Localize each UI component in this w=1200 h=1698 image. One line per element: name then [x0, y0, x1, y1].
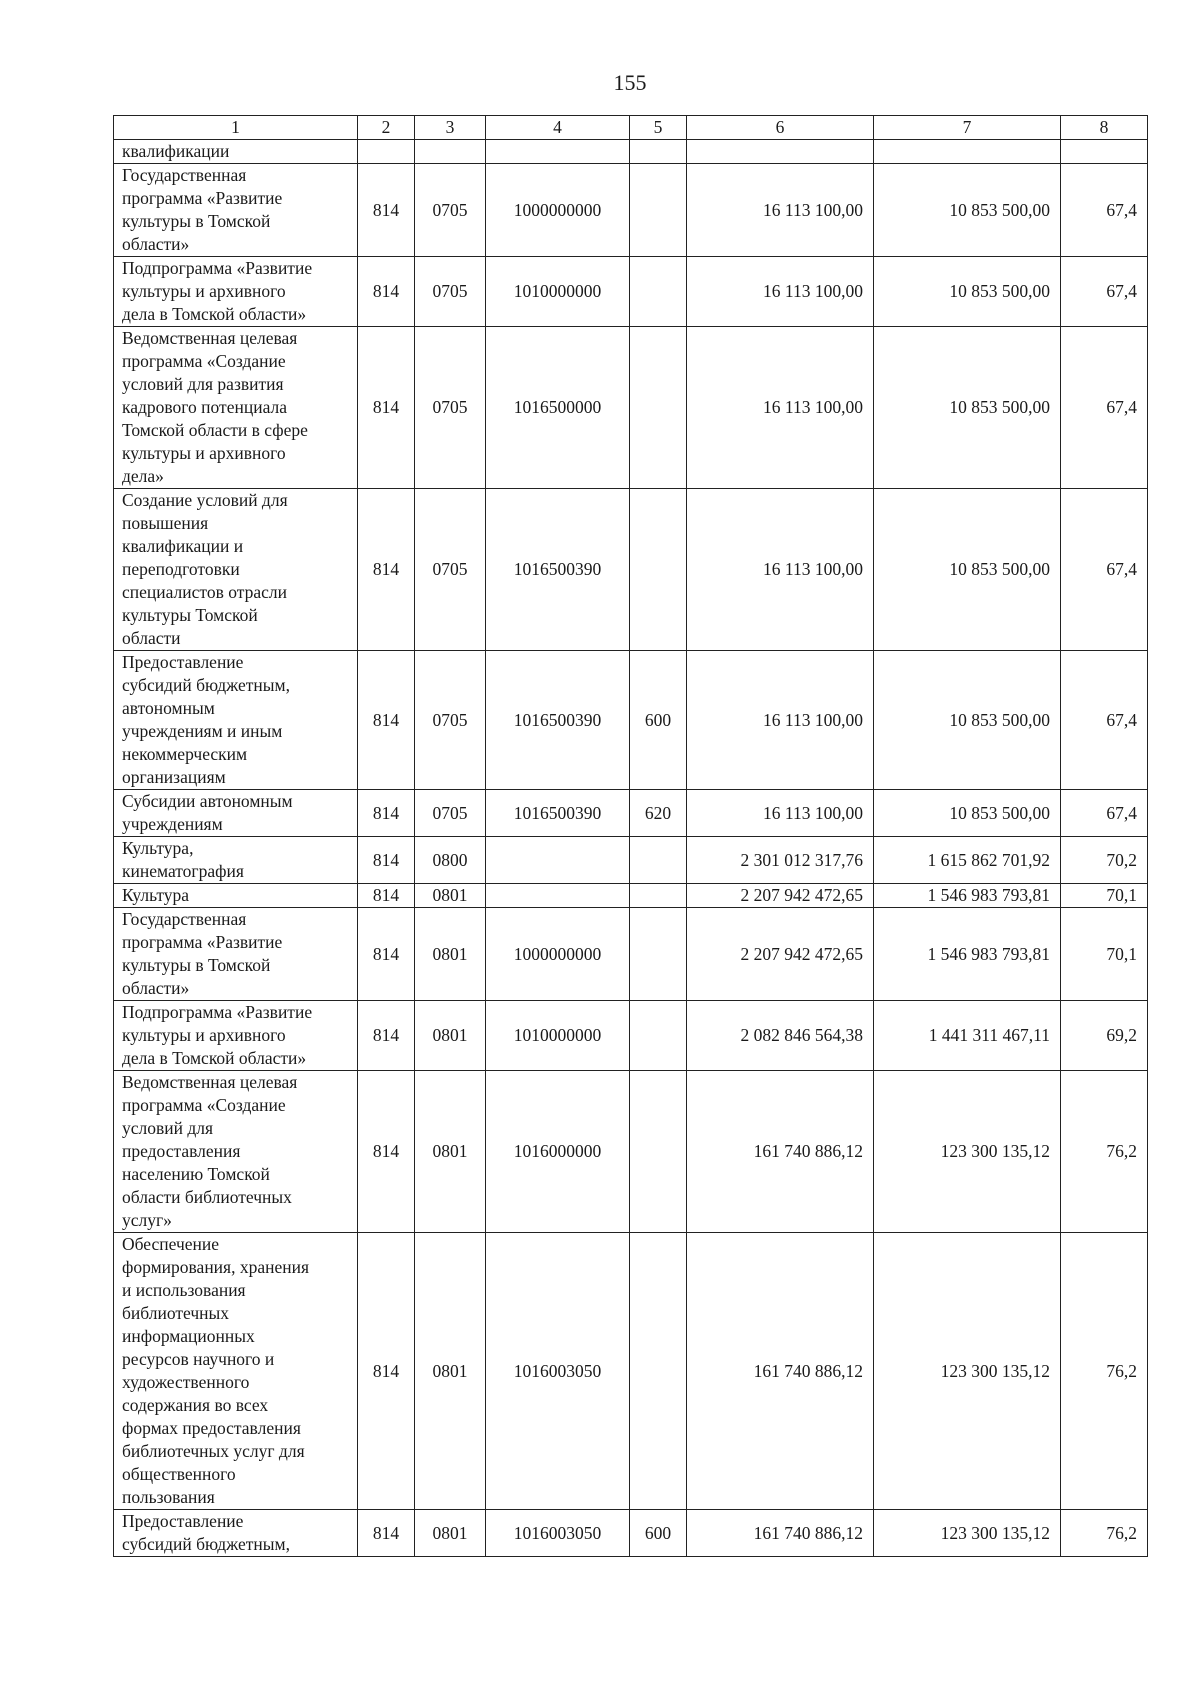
row-value-cell-c3: 0705 [415, 651, 486, 790]
row-value-cell-c3: 0705 [415, 790, 486, 837]
row-value-cell-c2: 814 [358, 908, 415, 1001]
row-value-cell-c2: 814 [358, 1001, 415, 1071]
table-row [114, 1510, 1148, 1557]
row-value-cell-c5 [630, 140, 687, 164]
row-value-cell-c4 [486, 837, 630, 884]
row-value-cell-c3: 0801 [415, 908, 486, 1001]
row-value-cell-c3: 0801 [415, 1510, 486, 1557]
row-value-cell-c7: 10 853 500,00 [874, 790, 1061, 837]
column-header: 7 [874, 116, 1061, 140]
row-value-cell-c6: 161 740 886,12 [687, 1233, 874, 1510]
table-header-row [114, 116, 1148, 140]
row-name-cell: Подпрограмма «Развитие культуры и архивного дела в Томской области» [114, 1001, 358, 1071]
row-value-cell-c6: 16 113 100,00 [687, 327, 874, 489]
row-name-cell: Создание условий для повышения квалификации и переподготовки специалистов отрасли культуры Томской области [114, 489, 358, 651]
row-value-cell-c6: 16 113 100,00 [687, 489, 874, 651]
row-value-cell-c5 [630, 327, 687, 489]
row-value-cell-c6: 16 113 100,00 [687, 257, 874, 327]
row-value-cell-c7: 10 853 500,00 [874, 257, 1061, 327]
row-value-cell-c2 [358, 140, 415, 164]
row-value-cell-c7: 1 441 311 467,11 [874, 1001, 1061, 1071]
row-value-cell-c8: 67,4 [1061, 790, 1148, 837]
row-value-cell-c7: 123 300 135,12 [874, 1071, 1061, 1233]
row-value-cell-c8: 76,2 [1061, 1233, 1148, 1510]
row-value-cell-c4: 1016500390 [486, 651, 630, 790]
row-value-cell-c5: 600 [630, 651, 687, 790]
row-value-cell-c5 [630, 1001, 687, 1071]
row-value-cell-c8: 70,2 [1061, 837, 1148, 884]
row-value-cell-c7: 123 300 135,12 [874, 1510, 1061, 1557]
row-value-cell-c2: 814 [358, 837, 415, 884]
row-value-cell-c6: 2 207 942 472,65 [687, 908, 874, 1001]
row-value-cell-c4: 1016000000 [486, 1071, 630, 1233]
row-value-cell-c3 [415, 140, 486, 164]
table-row [114, 790, 1148, 837]
table-row [114, 884, 1148, 908]
row-value-cell-c7: 10 853 500,00 [874, 651, 1061, 790]
row-value-cell-c6: 161 740 886,12 [687, 1071, 874, 1233]
table-row [114, 1001, 1148, 1071]
row-value-cell-c2: 814 [358, 327, 415, 489]
row-value-cell-c2: 814 [358, 164, 415, 257]
row-value-cell-c4 [486, 140, 630, 164]
table-row [114, 651, 1148, 790]
row-value-cell-c4: 1016003050 [486, 1510, 630, 1557]
table-row [114, 164, 1148, 257]
row-name-cell: Культура, кинематография [114, 837, 358, 884]
row-name-cell: Предоставление субсидий бюджетным, автономным учреждениям и иным некоммерческим организациям [114, 651, 358, 790]
page-number: 155 [613, 70, 647, 95]
row-value-cell-c4 [486, 884, 630, 908]
row-value-cell-c4: 1010000000 [486, 257, 630, 327]
row-name-cell: квалификации [114, 140, 358, 164]
row-value-cell-c8: 76,2 [1061, 1071, 1148, 1233]
row-value-cell-c4: 1016003050 [486, 1233, 630, 1510]
row-value-cell-c7: 1 615 862 701,92 [874, 837, 1061, 884]
row-name-cell: Ведомственная целевая программа «Создание условий для предоставления населению Томской области библиотечных услуг» [114, 1071, 358, 1233]
row-value-cell-c5 [630, 837, 687, 884]
row-name-cell: Субсидии автономным учреждениям [114, 790, 358, 837]
column-header: 2 [358, 116, 415, 140]
row-value-cell-c8: 67,4 [1061, 164, 1148, 257]
row-name-cell: Предоставление субсидий бюджетным, [114, 1510, 358, 1557]
row-value-cell-c2: 814 [358, 1071, 415, 1233]
row-value-cell-c3: 0801 [415, 1233, 486, 1510]
row-value-cell-c2: 814 [358, 651, 415, 790]
column-header: 6 [687, 116, 874, 140]
column-header: 3 [415, 116, 486, 140]
table-row [114, 140, 1148, 164]
row-name-cell: Подпрограмма «Развитие культуры и архивного дела в Томской области» [114, 257, 358, 327]
row-value-cell-c7: 1 546 983 793,81 [874, 884, 1061, 908]
row-value-cell-c4: 1016500390 [486, 790, 630, 837]
column-header: 1 [114, 116, 358, 140]
row-value-cell-c6: 16 113 100,00 [687, 651, 874, 790]
row-value-cell-c3: 0705 [415, 257, 486, 327]
table-row [114, 837, 1148, 884]
row-value-cell-c2: 814 [358, 884, 415, 908]
column-header: 5 [630, 116, 687, 140]
table-row [114, 908, 1148, 1001]
table-row [114, 327, 1148, 489]
row-name-cell: Государственная программа «Развитие культуры в Томской области» [114, 908, 358, 1001]
row-value-cell-c8: 67,4 [1061, 651, 1148, 790]
row-value-cell-c5 [630, 884, 687, 908]
row-value-cell-c2: 814 [358, 1233, 415, 1510]
row-value-cell-c4: 1016500000 [486, 327, 630, 489]
row-value-cell-c4: 1016500390 [486, 489, 630, 651]
row-value-cell-c4: 1000000000 [486, 164, 630, 257]
row-value-cell-c6: 16 113 100,00 [687, 790, 874, 837]
row-value-cell-c3: 0705 [415, 489, 486, 651]
row-value-cell-c8: 67,4 [1061, 489, 1148, 651]
row-value-cell-c3: 0705 [415, 164, 486, 257]
row-value-cell-c4: 1000000000 [486, 908, 630, 1001]
row-value-cell-c6: 161 740 886,12 [687, 1510, 874, 1557]
row-value-cell-c6: 2 082 846 564,38 [687, 1001, 874, 1071]
row-value-cell-c3: 0801 [415, 1001, 486, 1071]
table-row [114, 257, 1148, 327]
row-value-cell-c2: 814 [358, 489, 415, 651]
row-value-cell-c7: 10 853 500,00 [874, 489, 1061, 651]
row-name-cell: Обеспечение формирования, хранения и использования библиотечных информационных ресурсов научного и художественного содержания во всех формах предоставления библиотечных услуг для общественного пользования [114, 1233, 358, 1510]
column-header: 8 [1061, 116, 1148, 140]
row-value-cell-c5 [630, 257, 687, 327]
row-value-cell-c5 [630, 1233, 687, 1510]
row-value-cell-c8: 70,1 [1061, 884, 1148, 908]
row-value-cell-c7 [874, 140, 1061, 164]
row-value-cell-c5: 600 [630, 1510, 687, 1557]
row-value-cell-c7: 10 853 500,00 [874, 327, 1061, 489]
row-value-cell-c3: 0801 [415, 1071, 486, 1233]
column-header: 4 [486, 116, 630, 140]
row-value-cell-c3: 0801 [415, 884, 486, 908]
row-name-cell: Ведомственная целевая программа «Создание условий для развития кадрового потенциала Томской области в сфере культуры и архивного дела» [114, 327, 358, 489]
row-value-cell-c2: 814 [358, 1510, 415, 1557]
row-value-cell-c8: 69,2 [1061, 1001, 1148, 1071]
row-value-cell-c5 [630, 489, 687, 651]
row-value-cell-c5 [630, 164, 687, 257]
row-value-cell-c7: 1 546 983 793,81 [874, 908, 1061, 1001]
row-name-cell: Культура [114, 884, 358, 908]
row-value-cell-c8: 67,4 [1061, 327, 1148, 489]
row-value-cell-c8: 76,2 [1061, 1510, 1148, 1557]
row-value-cell-c6: 2 301 012 317,76 [687, 837, 874, 884]
row-value-cell-c3: 0705 [415, 327, 486, 489]
row-name-cell: Государственная программа «Развитие культуры в Томской области» [114, 164, 358, 257]
row-value-cell-c2: 814 [358, 257, 415, 327]
row-value-cell-c7: 123 300 135,12 [874, 1233, 1061, 1510]
row-value-cell-c5: 620 [630, 790, 687, 837]
row-value-cell-c5 [630, 1071, 687, 1233]
row-value-cell-c8 [1061, 140, 1148, 164]
row-value-cell-c7: 10 853 500,00 [874, 164, 1061, 257]
row-value-cell-c4: 1010000000 [486, 1001, 630, 1071]
row-value-cell-c2: 814 [358, 790, 415, 837]
row-value-cell-c8: 70,1 [1061, 908, 1148, 1001]
row-value-cell-c6: 16 113 100,00 [687, 164, 874, 257]
row-value-cell-c6 [687, 140, 874, 164]
row-value-cell-c5 [630, 908, 687, 1001]
table-row [114, 489, 1148, 651]
table-row [114, 1233, 1148, 1510]
row-value-cell-c6: 2 207 942 472,65 [687, 884, 874, 908]
row-value-cell-c3: 0800 [415, 837, 486, 884]
row-value-cell-c8: 67,4 [1061, 257, 1148, 327]
table-row [114, 1071, 1148, 1233]
budget-table [113, 115, 1148, 1557]
